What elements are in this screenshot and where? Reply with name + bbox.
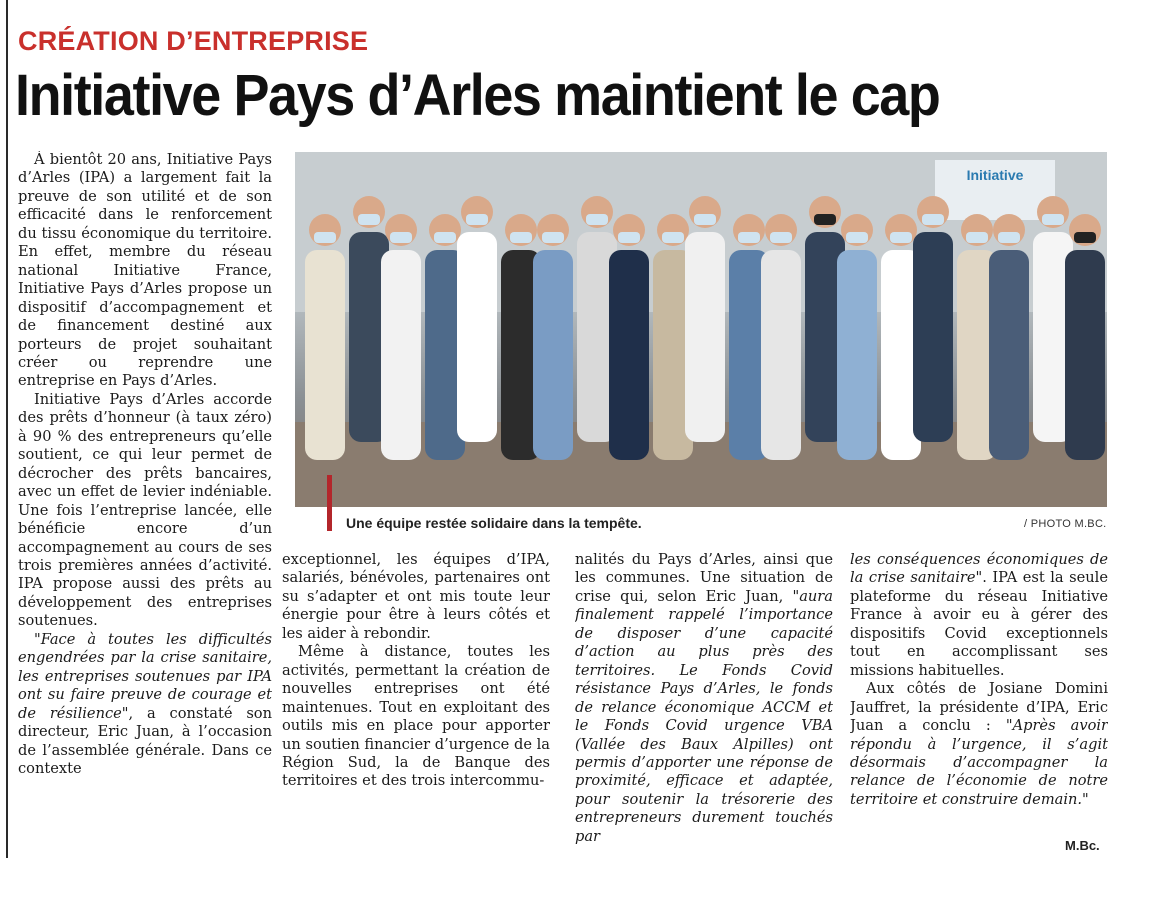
person-body — [761, 250, 801, 460]
face-mask — [586, 214, 608, 225]
face-mask — [1074, 232, 1096, 243]
paragraph — [850, 551, 1108, 680]
face-mask — [814, 214, 836, 225]
person-body — [1065, 250, 1105, 460]
face-mask — [770, 232, 792, 243]
face-mask — [738, 232, 760, 243]
person-body — [913, 232, 953, 442]
face-mask — [922, 214, 944, 225]
person-body — [533, 250, 573, 460]
face-mask — [890, 232, 912, 243]
person-body — [685, 232, 725, 442]
face-mask — [358, 214, 380, 225]
paragraph — [575, 551, 833, 846]
face-mask — [966, 232, 988, 243]
paragraph: À bientôt 20 ans, Initiative Pays d’Arles (IPA) a largement fait la preuve de son utilité et de son efficacité dans le renforcement du tissu économique du territoire. En effet, membre du réseau national Initiative France, Initiative Pays d’Arles propose un dispositif d’accompagnement et de financement destiné aux porteurs de projet souhaitant créer ou reprendre une entreprise en Pays d’Arles. — [18, 151, 272, 390]
face-mask — [434, 232, 456, 243]
quote: "Après avoir répondu à l’urgence, il s’agit désormais d’accompagner la relance de l’économie de notre territoire et construire demain." — [850, 717, 1108, 808]
person-body — [305, 250, 345, 460]
paragraph-text: nalités du Pays d’Arles, ainsi que les communes. Une situation de crise qui, selon Eric Juan, — [575, 551, 833, 605]
paragraph — [18, 631, 272, 779]
article-column-3 — [575, 551, 833, 863]
face-mask — [314, 232, 336, 243]
group-photo-illustration — [295, 152, 1107, 507]
article-photo — [295, 152, 1107, 507]
paragraph — [850, 680, 1108, 809]
photo-credit: / PHOTO M.BC. — [1024, 518, 1107, 530]
person-body — [989, 250, 1029, 460]
article-headline: Initiative Pays d’Arles maintient le cap — [15, 63, 940, 128]
paragraph-text: , a constaté son directeur, Eric Juan, à l’occasion de l’assemblée générale. Dans ce contexte — [18, 704, 272, 777]
article-column-2 — [282, 551, 550, 863]
person-body — [837, 250, 877, 460]
person-body — [457, 232, 497, 442]
paragraph: Initiative Pays d’Arles accorde des prêts d’honneur (à taux zéro) à 90 % des entrepreneurs qu’elle soutient, ce qui leur permet de décrocher des prêts bancaires, avec un effet de levier indéniable. Une fois l’entreprise lancée, elle bénéficie encore d’un accompagnement au cours de ses trois premières années d’activité. IPA propose aussi des prêts au développement des entreprises soutenues. — [18, 390, 272, 630]
face-mask — [390, 232, 412, 243]
face-mask — [618, 232, 640, 243]
face-mask — [466, 214, 488, 225]
face-mask — [542, 232, 564, 243]
article-column-4 — [850, 551, 1108, 841]
face-mask — [510, 232, 532, 243]
quote: les conséquences économiques de la crise sanitaire — [850, 551, 1108, 587]
face-mask — [1042, 214, 1064, 225]
paragraph: Même à distance, toutes les activités, permettant la création de nouvelles entreprises ont été maintenues. Tout en exploitant des outils mis en place pour apporter un soutien financier d’urgence de la Région Sud, la de Banque des territoires et des trois intercommu- — [282, 643, 550, 790]
banner-text: Initiative — [966, 167, 1024, 183]
paragraph-text: ". IPA est la seule plateforme du réseau Initiative France à avoir eu à gérer des dispositifs Covid exceptionnels tout en accomplissant ses missions habituelles. — [850, 569, 1108, 679]
face-mask — [694, 214, 716, 225]
face-mask — [846, 232, 868, 243]
article-column-1 — [18, 151, 272, 863]
face-mask — [998, 232, 1020, 243]
paragraph: exceptionnel, les équipes d’IPA, salariés, bénévoles, partenaires ont su s’adapter et ont mis toute leur énergie pour être à leurs côtés et les aider à rebondir. — [282, 551, 550, 642]
quote: "aura finalement rappelé l’importance de disposer d’une capacité d’action au plus près des territoires. Le Fonds Covid résistance Pays d’Arles, le fonds de relance économique ACCM et le Fonds Covid urgence VBA (Vallée des Baux Alpilles) ont permis d’apporter une réponse de proximité, efficace et adaptée, pour soutenir la trésorerie des entrepreneurs durement touchés par — [575, 587, 833, 845]
person-body — [381, 250, 421, 460]
person-body — [609, 250, 649, 460]
photo-caption: Une équipe restée solidaire dans la tempête. — [346, 515, 642, 531]
section-rubric: CRÉATION D’ENTREPRISE — [18, 26, 369, 56]
author-signature: M.Bc. — [1065, 838, 1100, 853]
caption-accent-bar — [327, 475, 332, 531]
left-margin-rule — [6, 0, 8, 858]
quote: "Face à toutes les difficultés engendrées par la crise sanitaire, les entreprises soutenues par IPA ont su faire preuve de courage et de résilience" — [18, 630, 272, 722]
face-mask — [662, 232, 684, 243]
paragraph-text: Aux côtés de Josiane Domini Jauffret, la présidente d’IPA, Eric Juan a conclu : — [850, 680, 1108, 735]
